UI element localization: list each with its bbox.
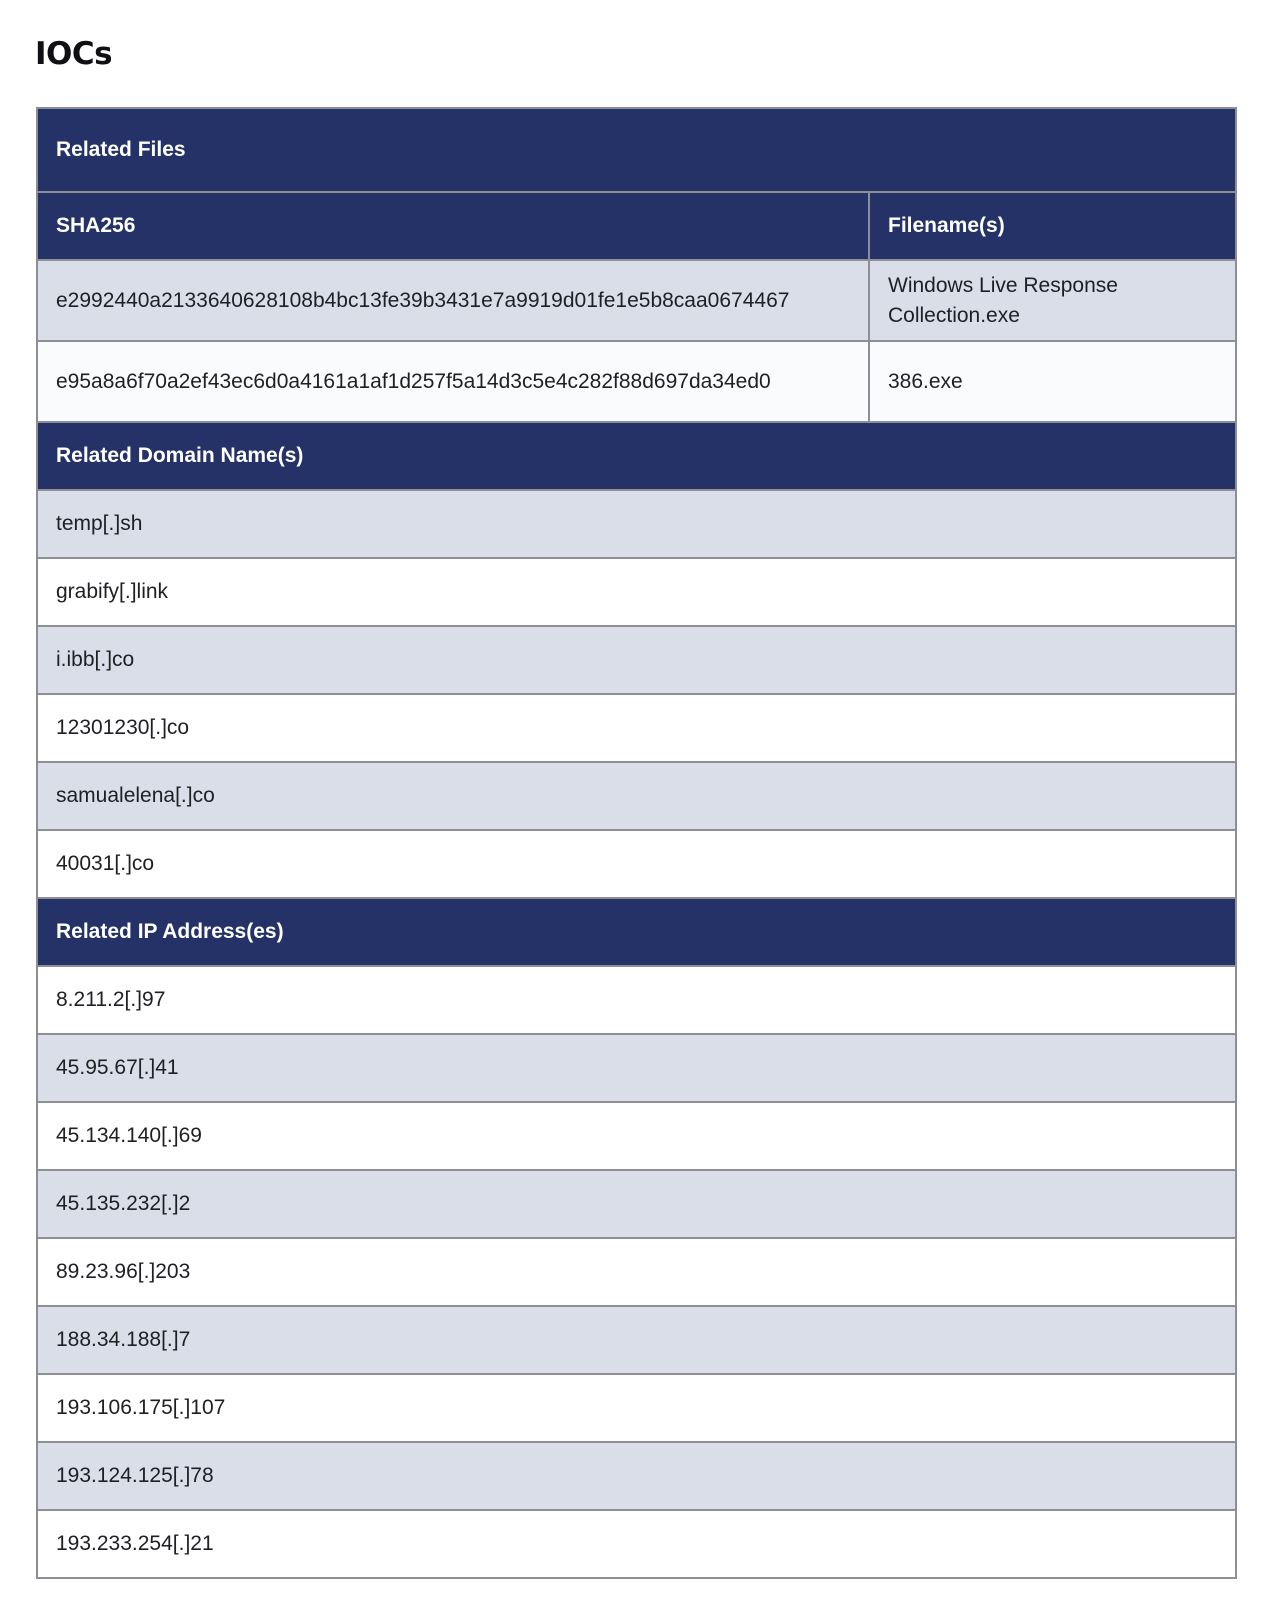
domain-row (37, 626, 1236, 694)
sha256-cell: e95a8a6f70a2ef43ec6d0a4161a1af1d257f5a14d3c5e4c282f88d697da34ed0 (37, 341, 869, 422)
domain-cell: i.ibb[.]co (37, 626, 1236, 694)
ip-cell: 45.134.140[.]69 (37, 1102, 1236, 1170)
ip-row (37, 1510, 1236, 1578)
file-row (37, 260, 1236, 341)
domain-cell: grabify[.]link (37, 558, 1236, 626)
ip-cell: 89.23.96[.]203 (37, 1238, 1236, 1306)
domain-row (37, 558, 1236, 626)
section-header-related-files (37, 108, 1236, 192)
domain-cell: samualelena[.]co (37, 762, 1236, 830)
domain-cell: 12301230[.]co (37, 694, 1236, 762)
sha256-cell: e2992440a2133640628108b4bc13fe39b3431e7a9919d01fe1e5b8caa0674467 (37, 260, 869, 341)
ip-row (37, 1238, 1236, 1306)
section-title: Related IP Address(es) (37, 898, 1236, 966)
ip-cell: 193.124.125[.]78 (37, 1442, 1236, 1510)
domain-cell: temp[.]sh (37, 490, 1236, 558)
section-header-related-domains (37, 422, 1236, 490)
ip-cell: 188.34.188[.]7 (37, 1306, 1236, 1374)
domain-row (37, 762, 1236, 830)
section-title: Related Files (37, 108, 1236, 192)
filename-cell: Windows Live Response Collection.exe (869, 260, 1236, 341)
ip-row (37, 1034, 1236, 1102)
domain-row (37, 830, 1236, 898)
column-header-sha256: SHA256 (37, 192, 869, 260)
ip-cell: 193.233.254[.]21 (37, 1510, 1236, 1578)
ip-cell: 193.106.175[.]107 (37, 1374, 1236, 1442)
column-header-filename: Filename(s) (869, 192, 1236, 260)
filename-cell: 386.exe (869, 341, 1236, 422)
ip-row (37, 1170, 1236, 1238)
ip-cell: 8.211.2[.]97 (37, 966, 1236, 1034)
ip-row (37, 1102, 1236, 1170)
domain-cell: 40031[.]co (37, 830, 1236, 898)
ip-cell: 45.95.67[.]41 (37, 1034, 1236, 1102)
domain-row (37, 694, 1236, 762)
ip-row (37, 1442, 1236, 1510)
file-row (37, 341, 1236, 422)
ip-row (37, 966, 1236, 1034)
ip-cell: 45.135.232[.]2 (37, 1170, 1236, 1238)
ip-row (37, 1306, 1236, 1374)
ip-row (37, 1374, 1236, 1442)
section-header-related-ips (37, 898, 1236, 966)
domain-row (37, 490, 1236, 558)
ioc-table (36, 107, 1237, 1579)
page-title: IOCs (35, 36, 113, 72)
column-header-row (37, 192, 1236, 260)
section-title: Related Domain Name(s) (37, 422, 1236, 490)
